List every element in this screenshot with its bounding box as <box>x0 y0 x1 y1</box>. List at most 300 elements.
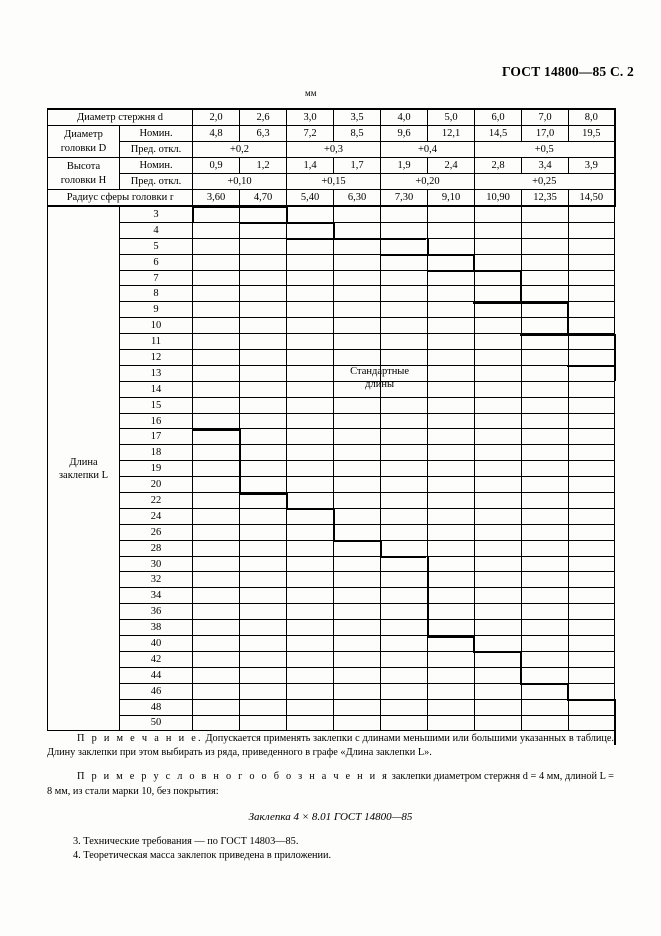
table-row <box>48 334 615 350</box>
subrow-label-deviation: Пред. откл. <box>120 174 193 190</box>
grid-cell <box>428 540 475 556</box>
grid-cell <box>287 365 334 381</box>
cell: 8,0 <box>569 109 615 126</box>
length-value-cell: 28 <box>120 540 193 556</box>
table-row <box>48 493 615 509</box>
length-value-cell: 48 <box>120 699 193 715</box>
grid-cell <box>428 350 475 366</box>
length-value-cell: 50 <box>120 715 193 731</box>
length-value-cell: 19 <box>120 461 193 477</box>
length-value-cell: 24 <box>120 508 193 524</box>
grid-cell <box>569 540 615 556</box>
cell: 19,5 <box>569 126 615 142</box>
table-row <box>48 604 615 620</box>
grid-cell <box>522 381 569 397</box>
table-row <box>48 365 615 381</box>
grid-cell <box>287 651 334 667</box>
grid-cell <box>428 508 475 524</box>
grid-cell <box>240 508 287 524</box>
grid-cell <box>381 350 428 366</box>
grid-cell <box>381 286 428 302</box>
grid-cell <box>428 270 475 286</box>
length-value-cell: 46 <box>120 683 193 699</box>
length-value-cell: 12 <box>120 350 193 366</box>
grid-cell <box>428 365 475 381</box>
grid-cell <box>240 429 287 445</box>
cell: 3,0 <box>287 109 334 126</box>
grid-cell <box>287 270 334 286</box>
grid-cell <box>334 556 381 572</box>
grid-cell <box>193 365 240 381</box>
grid-cell <box>240 524 287 540</box>
cell: 2,8 <box>475 158 522 174</box>
cell: 4,8 <box>193 126 240 142</box>
subrow-label-deviation: Пред. откл. <box>120 142 193 158</box>
grid-cell <box>334 636 381 652</box>
grid-cell <box>287 556 334 572</box>
grid-cell <box>334 286 381 302</box>
length-grid-table <box>47 205 615 731</box>
grid-cell <box>569 493 615 509</box>
grid-cell <box>569 524 615 540</box>
grid-cell <box>240 445 287 461</box>
grid-cell <box>193 254 240 270</box>
grid-cell <box>193 350 240 366</box>
grid-cell <box>287 397 334 413</box>
grid-cell <box>569 318 615 334</box>
grid-cell <box>522 620 569 636</box>
notes-section <box>47 732 614 863</box>
grid-cell <box>569 445 615 461</box>
cell: 5,40 <box>287 190 334 207</box>
table-row <box>48 413 615 429</box>
table-row <box>48 254 615 270</box>
grid-cell <box>287 318 334 334</box>
cell: 7,2 <box>287 126 334 142</box>
cell: 3,4 <box>522 158 569 174</box>
grid-cell <box>428 620 475 636</box>
grid-cell <box>287 334 334 350</box>
grid-cell <box>334 683 381 699</box>
grid-cell <box>287 238 334 254</box>
cell: 6,30 <box>334 190 381 207</box>
grid-cell <box>193 524 240 540</box>
grid-cell <box>240 318 287 334</box>
cell: 1,4 <box>287 158 334 174</box>
grid-cell <box>334 429 381 445</box>
grid-cell <box>569 667 615 683</box>
grid-cell <box>334 397 381 413</box>
grid-cell <box>240 461 287 477</box>
grid-cell <box>193 508 240 524</box>
table-row <box>48 572 615 588</box>
grid-cell <box>475 350 522 366</box>
grid-cell <box>381 651 428 667</box>
table-row <box>48 445 615 461</box>
length-value-cell: 7 <box>120 270 193 286</box>
grid-cell <box>287 222 334 238</box>
cell: +0,2 <box>193 142 287 158</box>
table-row <box>48 381 615 397</box>
table-row <box>48 683 615 699</box>
grid-cell <box>193 651 240 667</box>
specification-table <box>47 108 616 207</box>
cell: 8,5 <box>334 126 381 142</box>
page-title: ГОСТ 14800—85 С. 2 <box>501 64 634 79</box>
grid-cell <box>287 588 334 604</box>
grid-cell <box>287 206 334 222</box>
length-value-cell: 18 <box>120 445 193 461</box>
grid-cell <box>428 302 475 318</box>
grid-cell <box>193 540 240 556</box>
grid-cell <box>193 477 240 493</box>
cell: +0,10 <box>193 174 287 190</box>
grid-cell <box>193 222 240 238</box>
table-row <box>48 556 615 572</box>
grid-cell <box>428 222 475 238</box>
grid-cell <box>334 572 381 588</box>
grid-cell <box>287 350 334 366</box>
grid-cell <box>475 365 522 381</box>
length-value-cell: 36 <box>120 604 193 620</box>
grid-cell <box>334 254 381 270</box>
grid-cell <box>287 508 334 524</box>
cell: +0,4 <box>381 142 475 158</box>
table-row <box>48 222 615 238</box>
grid-cell <box>475 540 522 556</box>
grid-cell <box>522 524 569 540</box>
grid-cell <box>381 397 428 413</box>
grid-cell <box>193 493 240 509</box>
table-row <box>48 715 615 731</box>
grid-cell <box>334 350 381 366</box>
grid-cell <box>522 302 569 318</box>
cell: 14,50 <box>569 190 615 207</box>
table-row <box>48 524 615 540</box>
grid-cell <box>193 604 240 620</box>
grid-cell <box>475 604 522 620</box>
grid-cell <box>475 254 522 270</box>
cell: 12,35 <box>522 190 569 207</box>
grid-cell <box>569 365 615 381</box>
grid-cell <box>381 524 428 540</box>
grid-cell <box>240 381 287 397</box>
cell: 4,70 <box>240 190 287 207</box>
grid-cell <box>522 429 569 445</box>
grid-cell <box>240 238 287 254</box>
grid-cell <box>475 620 522 636</box>
grid-cell <box>381 413 428 429</box>
grid-cell <box>381 270 428 286</box>
grid-cell <box>428 286 475 302</box>
grid-cell <box>240 667 287 683</box>
table-row <box>48 699 615 715</box>
grid-cell <box>287 540 334 556</box>
grid-cell <box>428 524 475 540</box>
grid-cell <box>428 588 475 604</box>
table-row <box>48 651 615 667</box>
grid-cell <box>522 651 569 667</box>
grid-cell <box>475 715 522 731</box>
grid-cell <box>193 429 240 445</box>
grid-cell <box>569 683 615 699</box>
grid-cell <box>428 445 475 461</box>
grid-cell <box>193 683 240 699</box>
grid-cell <box>240 604 287 620</box>
grid-cell <box>522 493 569 509</box>
cell: 9,6 <box>381 126 428 142</box>
table-row <box>48 461 615 477</box>
table-row <box>48 302 615 318</box>
cell: 0,9 <box>193 158 240 174</box>
grid-cell <box>569 222 615 238</box>
grid-cell <box>381 429 428 445</box>
grid-cell <box>475 651 522 667</box>
cell: 10,90 <box>475 190 522 207</box>
cell: 3,5 <box>334 109 381 126</box>
table-row <box>48 126 615 142</box>
grid-cell <box>522 588 569 604</box>
grid-cell <box>381 334 428 350</box>
grid-cell <box>569 238 615 254</box>
grid-cell <box>381 556 428 572</box>
cell: 17,0 <box>522 126 569 142</box>
grid-cell <box>569 699 615 715</box>
note-body: Допускается применять заклепки с длинами меньшими или большими указанных в таблице. Длину заклепки при этом выбирать из ряда, приведенного в графе «Длина заклепки L». <box>47 733 614 759</box>
table-row <box>48 142 615 158</box>
grid-cell <box>287 413 334 429</box>
grid-cell <box>475 572 522 588</box>
grid-cell <box>334 651 381 667</box>
grid-cell <box>240 493 287 509</box>
grid-cell <box>428 206 475 222</box>
grid-cell <box>240 222 287 238</box>
grid-cell <box>193 636 240 652</box>
grid-cell <box>381 302 428 318</box>
grid-cell <box>240 286 287 302</box>
table-row <box>48 350 615 366</box>
grid-cell <box>334 620 381 636</box>
length-value-cell: 9 <box>120 302 193 318</box>
length-value-cell: 13 <box>120 365 193 381</box>
grid-cell <box>287 254 334 270</box>
grid-cell <box>569 397 615 413</box>
grid-cell <box>381 715 428 731</box>
cell: 1,2 <box>240 158 287 174</box>
grid-cell <box>475 413 522 429</box>
length-value-cell: 44 <box>120 667 193 683</box>
cell: 1,9 <box>381 158 428 174</box>
grid-cell <box>475 699 522 715</box>
grid-cell <box>475 445 522 461</box>
grid-cell <box>334 461 381 477</box>
grid-cell <box>522 683 569 699</box>
grid-cell <box>287 636 334 652</box>
grid-cell <box>522 365 569 381</box>
grid-cell <box>287 699 334 715</box>
grid-cell <box>193 206 240 222</box>
grid-cell <box>381 588 428 604</box>
grid-cell <box>475 206 522 222</box>
length-grid-wrapper <box>47 205 614 731</box>
length-value-cell: 5 <box>120 238 193 254</box>
grid-cell <box>381 254 428 270</box>
grid-cell <box>569 413 615 429</box>
length-value-cell: 38 <box>120 620 193 636</box>
grid-cell <box>240 365 287 381</box>
grid-cell <box>569 572 615 588</box>
length-value-cell: 16 <box>120 413 193 429</box>
grid-cell <box>193 286 240 302</box>
grid-cell <box>334 588 381 604</box>
grid-cell <box>475 334 522 350</box>
grid-cell <box>381 445 428 461</box>
row-label-head-diameter: Диаметр головки D <box>48 126 120 158</box>
grid-cell <box>428 556 475 572</box>
grid-cell <box>475 667 522 683</box>
grid-cell <box>475 477 522 493</box>
grid-cell <box>334 477 381 493</box>
grid-cell <box>240 699 287 715</box>
grid-cell <box>569 715 615 731</box>
grid-cell <box>381 620 428 636</box>
grid-cell <box>381 699 428 715</box>
grid-cell <box>428 604 475 620</box>
grid-cell <box>522 445 569 461</box>
grid-cell <box>428 636 475 652</box>
row-label-sphere-radius: Радиус сферы головки r <box>48 190 193 207</box>
grid-cell <box>475 397 522 413</box>
grid-cell <box>287 286 334 302</box>
grid-cell <box>522 222 569 238</box>
cell: +0,5 <box>475 142 615 158</box>
grid-cell <box>522 413 569 429</box>
grid-cell <box>240 350 287 366</box>
grid-cell <box>428 318 475 334</box>
grid-cell <box>475 238 522 254</box>
grid-cell <box>287 461 334 477</box>
length-value-cell: 15 <box>120 397 193 413</box>
table-row <box>48 109 615 126</box>
grid-cell <box>381 540 428 556</box>
grid-cell <box>475 588 522 604</box>
table-row <box>48 636 615 652</box>
grid-cell <box>522 604 569 620</box>
grid-cell <box>428 397 475 413</box>
grid-cell <box>475 381 522 397</box>
grid-cell <box>193 572 240 588</box>
grid-cell <box>334 270 381 286</box>
table-row <box>48 397 615 413</box>
grid-cell <box>193 238 240 254</box>
grid-cell <box>381 206 428 222</box>
grid-cell <box>240 683 287 699</box>
grid-cell <box>428 477 475 493</box>
grid-cell <box>522 254 569 270</box>
grid-cell <box>287 477 334 493</box>
grid-cell <box>240 270 287 286</box>
table-row <box>48 190 615 207</box>
grid-cell <box>240 651 287 667</box>
grid-cell <box>428 667 475 683</box>
grid-cell <box>240 572 287 588</box>
grid-cell <box>522 206 569 222</box>
grid-cell <box>287 620 334 636</box>
grid-cell <box>381 636 428 652</box>
grid-cell <box>240 715 287 731</box>
grid-cell <box>381 493 428 509</box>
grid-cell <box>522 715 569 731</box>
grid-cell <box>569 381 615 397</box>
grid-cell <box>193 270 240 286</box>
grid-cell <box>569 556 615 572</box>
table-row <box>48 620 615 636</box>
grid-cell <box>240 413 287 429</box>
cell: 4,0 <box>381 109 428 126</box>
grid-cell <box>522 334 569 350</box>
grid-cell <box>287 604 334 620</box>
grid-cell <box>334 334 381 350</box>
grid-cell <box>428 461 475 477</box>
cell: 14,5 <box>475 126 522 142</box>
table-row <box>48 429 615 445</box>
grid-cell <box>569 508 615 524</box>
grid-cell <box>475 683 522 699</box>
length-value-cell: 10 <box>120 318 193 334</box>
length-value-cell: 22 <box>120 493 193 509</box>
grid-cell <box>475 508 522 524</box>
grid-cell <box>381 508 428 524</box>
grid-cell <box>475 461 522 477</box>
cell: 7,30 <box>381 190 428 207</box>
list-item: 4. Теоретическая масса заклепок приведена в приложении. <box>73 850 332 862</box>
grid-cell <box>569 620 615 636</box>
row-label-shank-diameter: Диаметр стержня d <box>48 109 193 126</box>
grid-cell <box>193 445 240 461</box>
grid-cell <box>428 238 475 254</box>
cell: 7,0 <box>522 109 569 126</box>
table-row <box>48 508 615 524</box>
cell: +0,15 <box>287 174 381 190</box>
grid-cell <box>569 636 615 652</box>
length-value-cell: 4 <box>120 222 193 238</box>
length-value-cell: 6 <box>120 254 193 270</box>
grid-cell <box>428 381 475 397</box>
grid-cell <box>334 667 381 683</box>
length-value-cell: 17 <box>120 429 193 445</box>
cell: 2,0 <box>193 109 240 126</box>
grid-cell <box>193 715 240 731</box>
length-value-cell: 14 <box>120 381 193 397</box>
grid-cell <box>475 318 522 334</box>
grid-cell <box>240 477 287 493</box>
grid-cell <box>428 254 475 270</box>
grid-cell <box>475 636 522 652</box>
grid-cell <box>522 461 569 477</box>
grid-cell <box>334 445 381 461</box>
grid-cell <box>569 350 615 366</box>
grid-cell <box>569 302 615 318</box>
row-label-head-height: Высота головки H <box>48 158 120 190</box>
cell: 3,60 <box>193 190 240 207</box>
grid-cell <box>522 667 569 683</box>
cell: 6,3 <box>240 126 287 142</box>
grid-cell <box>428 699 475 715</box>
grid-cell <box>569 651 615 667</box>
grid-cell <box>334 524 381 540</box>
length-value-cell: 40 <box>120 636 193 652</box>
length-value-cell: 34 <box>120 588 193 604</box>
